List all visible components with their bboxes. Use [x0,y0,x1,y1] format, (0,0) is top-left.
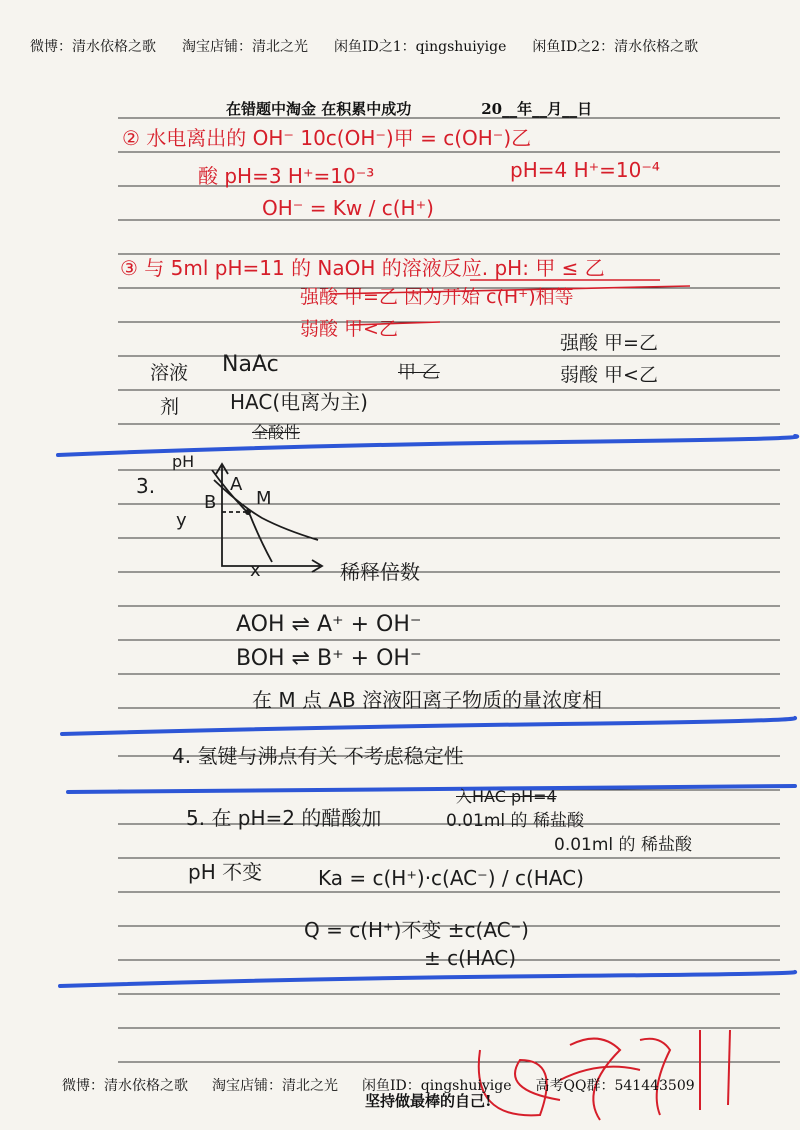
graph-point-m: M [256,488,272,509]
header-weibo: 微博：清水依格之歌 [30,39,156,55]
footer-qq: 高考QQ群：541443509 [535,1078,695,1094]
note-hac: HAC(电离为主) [230,390,368,414]
q3-conclusion: 在 M 点 AB 溶液阳离子物质的量浓度相 [252,688,603,712]
note-solute-1: 溶液 [150,362,189,384]
note-red-line-1: ② 水电离出的 OH⁻ 10c(OH⁻)甲 = c(OH⁻)乙 [122,126,532,150]
note-solute-2: 剂 [160,396,180,418]
graph-x-label: x [250,560,261,581]
equation-boh: BOH ⇌ B⁺ + OH⁻ [236,646,422,671]
equation-aoh: AOH ⇌ A⁺ + OH⁻ [236,612,422,637]
note-strong-acid: 强酸 甲=乙 [560,332,658,354]
header-taobao: 淘宝店铺：清北之光 [182,39,308,55]
footer-taobao: 淘宝店铺：清北之光 [212,1078,338,1094]
notebook-date: 20__年__月__日 [481,100,593,118]
graph-point-a: A [230,474,243,495]
note-red-line-2a: 酸 pH=3 H⁺=10⁻³ [198,164,375,188]
q5-addition: 0.01ml 的 稀盐酸 [446,811,584,831]
q4-note: 4. 氢键与沸点有关 不考虑稳定性 [172,744,464,768]
note-red-line-4: ③ 与 5ml pH=11 的 NaOH 的溶液反应. pH: 甲 ≤ 乙 [120,256,605,280]
footer-xianyu: 闲鱼ID：qingshuiyige [362,1078,512,1094]
header-xianyu-1: 闲鱼ID之1：qingshuiyige [334,39,507,55]
note-crossed: 甲 乙 [398,362,440,383]
header-xianyu-2: 闲鱼ID之2：清水依格之歌 [532,39,699,55]
note-small: 全酸性 [252,423,301,442]
notebook-heading [226,98,592,119]
q5-addition-2: 0.01ml 的 稀盐酸 [554,835,692,855]
note-red-line-3: OH⁻ = Kw / c(H⁺) [262,196,434,220]
q-expression-bottom: ± c(HAC) [424,946,517,970]
header-bar [30,36,790,56]
graph-y-label: y [176,510,187,531]
q-expression-top: Q = c(H⁺)不变 ±c(AC⁻) [304,918,529,942]
graph-ph-label: pH [172,452,195,471]
notebook-motto: 在错题中淘金 在积累中成功 [226,100,412,118]
graph-point-b: B [204,492,217,513]
note-red-line-6: 弱酸 甲<乙 [300,318,398,340]
footer-slogan: 坚持做最棒的自己! [365,1092,492,1110]
q5-note: 5. 在 pH=2 的醋酸加 [186,806,382,830]
note-red-line-5: 强酸 甲=乙 因为开始 c(H⁺)相等 [300,286,574,308]
q5-struck: 入HAC pH=4 [456,787,557,806]
footer-weibo: 微博：清水依格之歌 [62,1078,188,1094]
note-weak-acid: 弱酸 甲<乙 [560,364,658,386]
graph-dilution-label: 稀释倍数 [340,560,420,584]
note-red-line-2b: pH=4 H⁺=10⁻⁴ [510,158,660,182]
ph-unchanged: pH 不变 [188,860,263,884]
note-naac: NaAc [222,352,279,377]
ka-expression: Ka = c(H⁺)·c(AC⁻) / c(HAC) [318,866,584,890]
q3-number: 3. [136,474,156,498]
